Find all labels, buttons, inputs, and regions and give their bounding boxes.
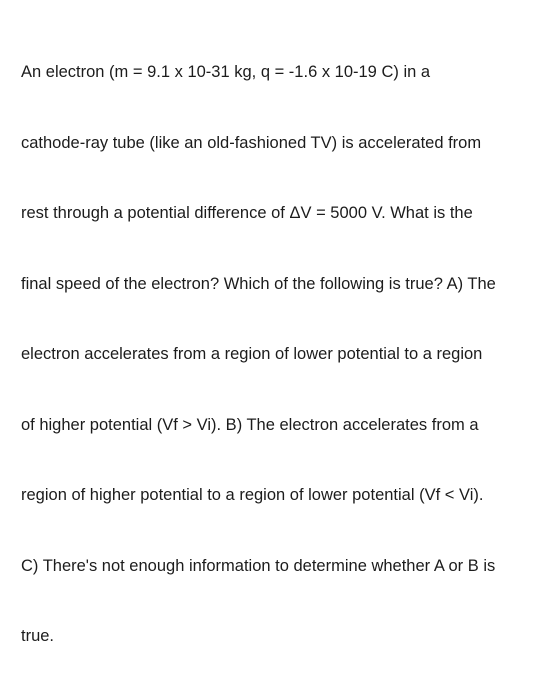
question-line: electron accelerates from a region of lower potential to a region bbox=[21, 345, 483, 363]
question-line: C) There's not enough information to determine whether A or B is bbox=[21, 556, 496, 575]
question-text bbox=[21, 14, 541, 696]
question-line: rest through a potential difference of ΔV = 5000 V. What is the bbox=[21, 204, 473, 222]
question-line: An electron (m = 9.1 x 10-31 kg, q = -1.6 x 10-19 C) in a bbox=[21, 63, 431, 81]
question-line: of higher potential (Vf > Vi). B) The electron accelerates from a bbox=[21, 415, 479, 434]
question-line: true. bbox=[21, 627, 55, 645]
question-line: final speed of the electron? Which of the following is true? A) The bbox=[21, 274, 496, 293]
question-line: cathode-ray tube (like an old-fashioned TV) is accelerated from bbox=[21, 133, 482, 152]
question-line: region of higher potential to a region of lower potential (Vf < Vi). bbox=[21, 486, 484, 504]
